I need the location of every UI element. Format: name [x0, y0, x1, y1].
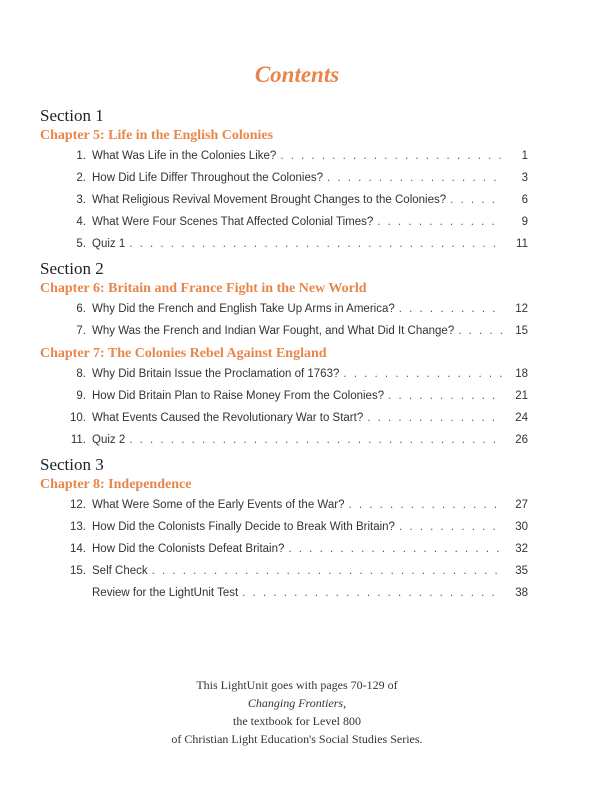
toc-entry[interactable] — [66, 325, 528, 343]
chapter-heading: Chapter 8: Independence — [40, 477, 192, 492]
dot-leader — [377, 216, 502, 228]
toc-entry[interactable] — [66, 216, 528, 234]
footer-note — [0, 676, 594, 748]
entry-page: 3 — [521, 172, 528, 184]
entry-page: 32 — [515, 543, 528, 555]
entry-title: Why Was the French and Indian War Fought, and What Did It Change? — [92, 325, 455, 337]
entry-page: 26 — [515, 434, 528, 446]
entry-title: How Did Life Differ Throughout the Colonies? — [92, 172, 323, 184]
footer-line: of Christian Light Education's Social Studies Series. — [171, 732, 423, 746]
dot-leader — [152, 565, 502, 577]
entry-number: 7. — [76, 325, 86, 337]
dot-leader — [348, 499, 502, 511]
entry-page: 9 — [521, 216, 528, 228]
entry-number: 4. — [76, 216, 86, 228]
entry-title: How Did the Colonists Defeat Britain? — [92, 543, 285, 555]
entry-title: Why Did Britain Issue the Proclamation of 1763? — [92, 368, 340, 380]
dot-leader — [288, 543, 502, 555]
chapter-heading: Chapter 7: The Colonies Rebel Against England — [40, 346, 327, 361]
chapter-heading: Chapter 6: Britain and France Fight in the New World — [40, 281, 367, 296]
footer-line: the textbook for Level 800 — [233, 714, 361, 728]
section-heading: Section 2 — [40, 259, 104, 278]
entry-number: 6. — [76, 303, 86, 315]
entry-title: Why Did the French and English Take Up Arms in America? — [92, 303, 395, 315]
dot-leader — [327, 172, 502, 184]
toc-entry[interactable] — [66, 150, 528, 168]
toc-entry[interactable] — [66, 434, 528, 452]
dot-leader — [129, 434, 502, 446]
entry-page: 27 — [515, 499, 528, 511]
entry-number: 5. — [76, 238, 86, 250]
entry-page: 21 — [515, 390, 528, 402]
entry-page: 1 — [521, 150, 528, 162]
entry-page: 6 — [521, 194, 528, 206]
entry-title: What Were Four Scenes That Affected Colonial Times? — [92, 216, 374, 228]
dot-leader — [399, 303, 502, 315]
entry-number: 9. — [76, 390, 86, 402]
toc-entry[interactable] — [66, 368, 528, 386]
entry-number: 12. — [70, 499, 86, 511]
toc-entry[interactable] — [66, 194, 528, 212]
toc-entry[interactable] — [66, 303, 528, 321]
entry-page: 38 — [515, 587, 528, 599]
entry-page: 24 — [515, 412, 528, 424]
toc-entry[interactable] — [66, 543, 528, 561]
section-heading: Section 3 — [40, 455, 104, 474]
page-title: Contents — [254, 62, 340, 87]
entry-number: 14. — [70, 543, 86, 555]
dot-leader — [129, 238, 502, 250]
entry-page: 18 — [515, 368, 528, 380]
entry-page: 35 — [515, 565, 528, 577]
entry-title: How Did the Colonists Finally Decide to Break With Britain? — [92, 521, 395, 533]
entry-page: 30 — [515, 521, 528, 533]
entry-number: 1. — [76, 150, 86, 162]
entry-number: 3. — [76, 194, 86, 206]
dot-leader — [388, 390, 502, 402]
entry-title: Quiz 2 — [92, 434, 126, 446]
entry-title: What Events Caused the Revolutionary War to Start? — [92, 412, 364, 424]
dot-leader — [399, 521, 502, 533]
dot-leader — [280, 150, 502, 162]
entry-page: 11 — [516, 238, 528, 250]
entry-number: 11. — [70, 434, 86, 446]
entry-title: How Did Britain Plan to Raise Money From the Colonies? — [92, 390, 385, 402]
entry-number: 2. — [76, 172, 86, 184]
chapter-heading: Chapter 5: Life in the English Colonies — [40, 128, 274, 143]
entry-title: Quiz 1 — [92, 238, 126, 250]
dot-leader — [450, 194, 502, 206]
entry-page: 12 — [515, 303, 528, 315]
entry-title: What Religious Revival Movement Brought Changes to the Colonies? — [92, 194, 447, 206]
toc-entry[interactable] — [66, 238, 528, 256]
book-title: Changing Frontiers, — [247, 696, 347, 710]
dot-leader — [242, 587, 502, 599]
dot-leader — [367, 412, 502, 424]
dot-leader — [343, 368, 502, 380]
toc-entry[interactable] — [66, 172, 528, 190]
entry-page: 15 — [515, 325, 528, 337]
entry-title: What Were Some of the Early Events of the War? — [92, 499, 345, 511]
entry-title: Self Check — [92, 565, 148, 577]
toc-entry[interactable] — [66, 565, 528, 583]
entry-number: 13. — [70, 521, 86, 533]
toc-entry[interactable] — [66, 587, 528, 605]
entry-number: 10. — [70, 412, 86, 424]
toc-entry[interactable] — [66, 390, 528, 408]
entry-title: What Was Life in the Colonies Like? — [92, 150, 277, 162]
toc-entry[interactable] — [66, 412, 528, 430]
entry-number: 8. — [76, 368, 86, 380]
section-heading: Section 1 — [40, 106, 104, 125]
toc-entry[interactable] — [66, 521, 528, 539]
footer-line: This LightUnit goes with pages 70-129 of — [196, 678, 398, 692]
entry-title: Review for the LightUnit Test — [92, 587, 239, 599]
entry-number: 15. — [70, 565, 86, 577]
dot-leader — [458, 325, 502, 337]
toc-entry[interactable] — [66, 499, 528, 517]
